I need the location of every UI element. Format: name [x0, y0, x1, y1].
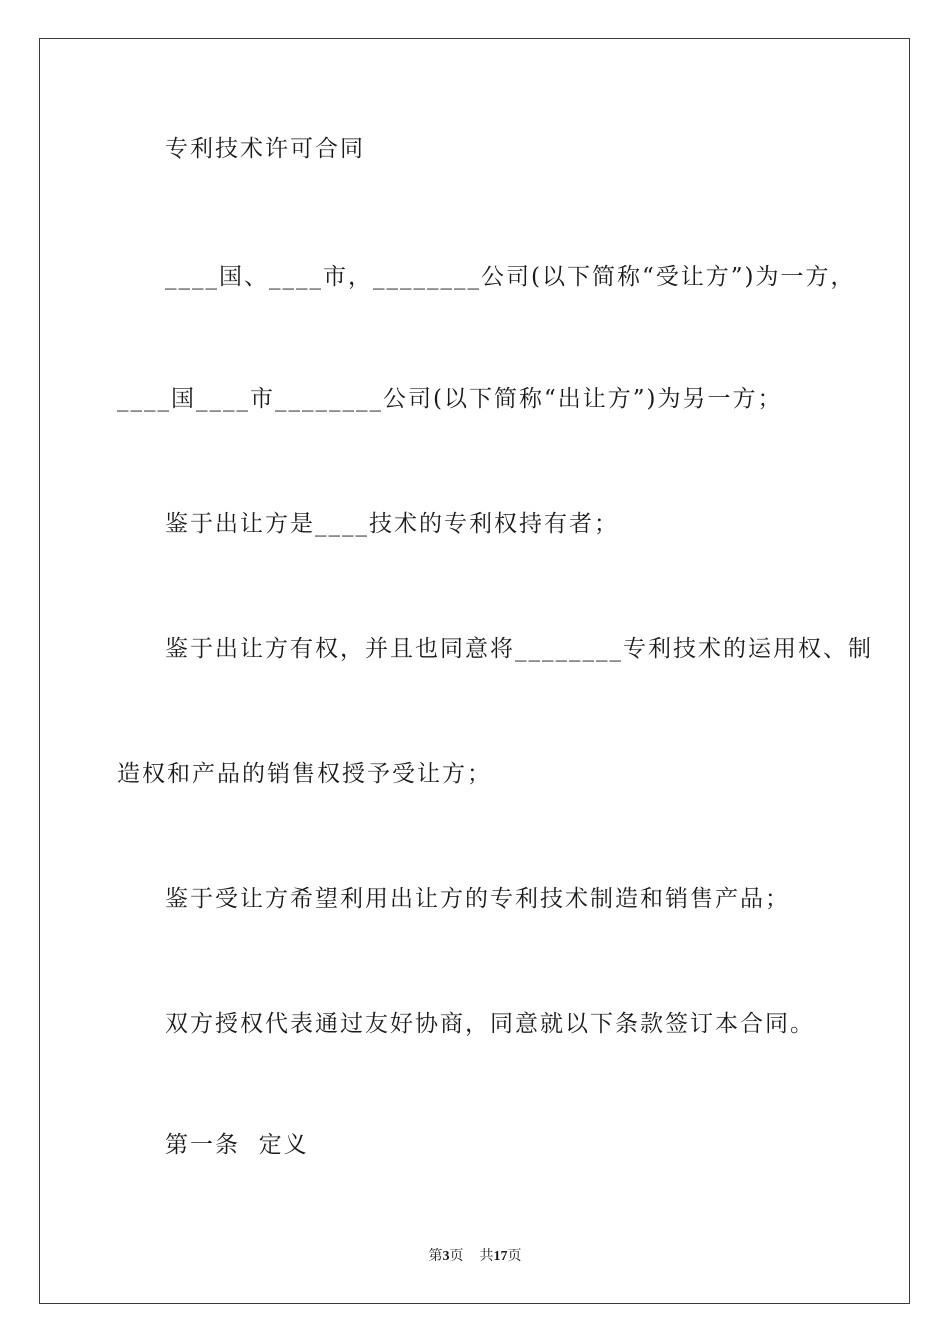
paragraph-party-b: ____国____市________公司(以下简称“出让方”)为另一方；	[117, 386, 783, 412]
paragraph-party-a: ____国、____市，________公司(以下简称“受让方”)为一方，	[165, 264, 856, 290]
footer-total-pages: 17	[493, 1249, 508, 1264]
footer-total-prefix: 共	[479, 1249, 494, 1264]
article-one-heading: 第一条 定义	[165, 1132, 309, 1158]
paragraph-whereas-license-line1: 鉴于出让方有权，并且也同意将________专利技术的运用权、制	[165, 636, 873, 662]
footer-page-suffix: 页	[449, 1249, 464, 1264]
paragraph-whereas-patent-holder: 鉴于出让方是____技术的专利权持有者；	[165, 511, 619, 537]
footer-page-number: 3	[442, 1249, 450, 1264]
footer-total-suffix: 页	[507, 1249, 522, 1264]
document-title: 专利技术许可合同	[165, 136, 365, 162]
paragraph-whereas-licensee: 鉴于受让方希望利用出让方的专利技术制造和销售产品；	[165, 886, 790, 912]
footer-page-prefix: 第	[428, 1249, 443, 1264]
paragraph-whereas-license-line2: 造权和产品的销售权授予受让方；	[117, 761, 492, 787]
page-border	[39, 38, 910, 1304]
page-footer	[0, 1248, 950, 1266]
paragraph-agreement: 双方授权代表通过友好协商，同意就以下条款签订本合同。	[165, 1011, 815, 1037]
